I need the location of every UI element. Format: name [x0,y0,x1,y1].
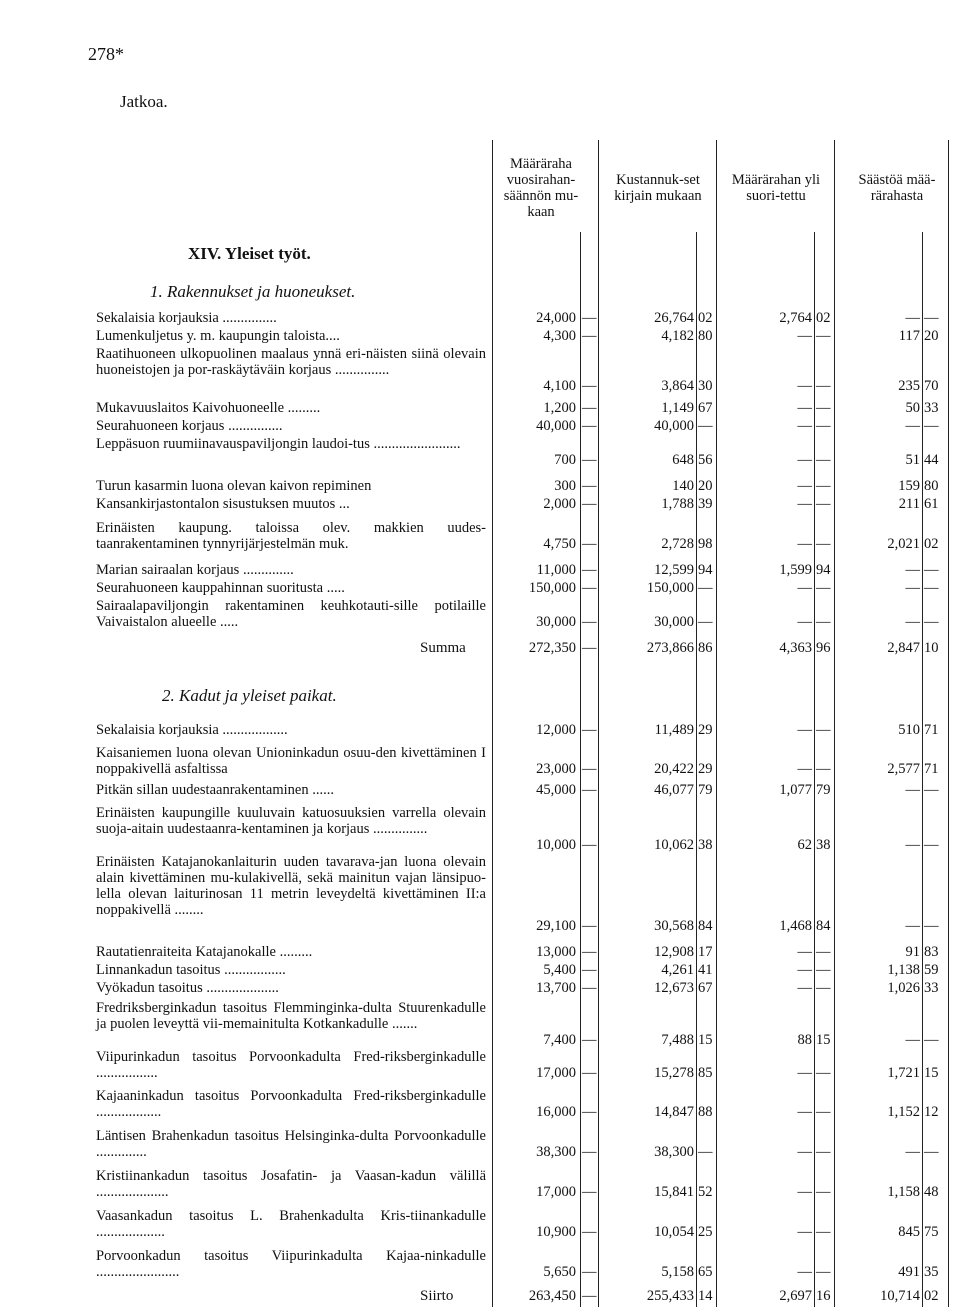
cell-m: 300 [554,478,576,494]
cell-yc: — [816,722,831,738]
cell-y: — [797,761,812,777]
cell-s: 510 [898,722,920,738]
cell-s: 50 [905,400,920,416]
cell-sc: 15 [924,1065,939,1081]
cell-y: 2,764 [779,310,812,326]
cell-mc: — [582,1184,597,1200]
cell-y: 1,077 [779,782,812,798]
cell-m: 7,400 [543,1032,576,1048]
cell-sc: — [924,837,939,853]
cell-yc: 38 [816,837,831,853]
cell-kc: 29 [698,761,713,777]
row-description: Marian sairaalan korjaus .............. [96,562,294,578]
cell-sc: — [924,580,939,596]
cell-y: 1,468 [779,918,812,934]
cell-y: — [797,1104,812,1120]
cell-y: — [797,1144,812,1160]
cell-yc: — [816,1065,831,1081]
cell-sc: 33 [924,400,939,416]
row-description: Sekalaisia korjauksia ............... [96,310,277,326]
cell-m: 40,000 [536,418,576,434]
column-rule [834,140,835,1307]
cell-s: — [905,562,920,578]
cell-kc: 52 [698,1184,713,1200]
cell-kc: 94 [698,562,713,578]
column-rule [492,140,493,1307]
cell-y: 62 [797,837,812,853]
cell-kc: 85 [698,1065,713,1081]
cell-s: 1,152 [887,1104,920,1120]
cell-k: 40,000 [654,418,694,434]
cell-m: 10,000 [536,837,576,853]
cell-yc: 15 [816,1032,831,1048]
cell-m: 38,300 [536,1144,576,1160]
cell-sc: 20 [924,328,939,344]
cell-s: — [905,782,920,798]
cell-m: 12,000 [536,722,576,738]
cell-kc: 15 [698,1032,713,1048]
cell-kc: 29 [698,722,713,738]
cell-sc: 33 [924,980,939,996]
column-rule [922,232,923,1307]
cell-sc: — [924,418,939,434]
cell-yc: — [816,418,831,434]
row-description: Kristiinankadun tasoitus Josafatin- ja Vaasan-kadun välillä .................... [96,1168,486,1200]
cell-s: — [905,837,920,853]
cell-mc: — [582,496,597,512]
cell-m: 10,900 [536,1224,576,1240]
cell-m: 16,000 [536,1104,576,1120]
cell-y: — [797,418,812,434]
cell-kc: 02 [698,310,713,326]
cell-sc: — [924,614,939,630]
cell-mc: — [582,918,597,934]
cell-y: — [797,378,812,394]
cell-sc: — [924,310,939,326]
cell-m: 11,000 [536,562,576,578]
cell-sc: 61 [924,496,939,512]
column-rule [598,140,599,1307]
cell-yc: — [816,761,831,777]
cell-kc: 80 [698,328,713,344]
section-heading: XIV. Yleiset työt. [188,244,311,263]
column-rule [814,232,815,1307]
cell-yc: — [816,328,831,344]
cell-sc: — [924,918,939,934]
cell-k: 1,788 [661,496,694,512]
cell-mc: — [582,640,597,656]
cell-yc: 96 [816,640,831,656]
row-description: Fredriksberginkadun tasoitus Flemminginka-dulta Stuurenkadulle ja puolen leveyttä vii-memainitulta Kotkankadulle ....... [96,1000,486,1032]
cell-mc: — [582,1264,597,1280]
row-description: Turun kasarmin luona olevan kaivon repiminen [96,478,372,494]
column-rule [580,232,581,1307]
page-number: 278* [88,44,124,64]
cell-yc: — [816,1144,831,1160]
cell-mc: — [582,452,597,468]
cell-k: 1,149 [661,400,694,416]
cell-y: 4,363 [779,640,812,656]
subsection-title-1: 1. Rakennukset ja huoneukset. [150,282,356,301]
cell-y: — [797,980,812,996]
cell-sc: 70 [924,378,939,394]
cell-k: 15,841 [654,1184,694,1200]
cell-sc: 48 [924,1184,939,1200]
row-description: Kaisaniemen luona olevan Unioninkadun osuu-den kivettäminen I noppakivellä asfaltissa [96,745,486,777]
cell-s: 1,138 [887,962,920,978]
cell-y: — [797,580,812,596]
cell-k: 4,182 [661,328,694,344]
cell-y: — [797,400,812,416]
cell-mc: — [582,418,597,434]
cell-s: — [905,918,920,934]
cell-mc: — [582,478,597,494]
cell-s: 2,021 [887,536,920,552]
cell-kc: 41 [698,962,713,978]
cell-mc: — [582,1065,597,1081]
cell-m: 272,350 [528,640,576,656]
cell-m: 23,000 [536,761,576,777]
cell-kc: 39 [698,496,713,512]
cell-mc: — [582,944,597,960]
cell-s: — [905,310,920,326]
cell-sc: 35 [924,1264,939,1280]
cell-sc: 59 [924,962,939,978]
cell-s: — [905,580,920,596]
cell-yc: 94 [816,562,831,578]
cell-k: 20,422 [654,761,694,777]
row-description: Erinäisten kaupung. taloissa olev. makkien uudes-taanrakentaminen tynnyrijärjestelmän muk. [96,520,486,552]
row-description: Sekalaisia korjauksia .................. [96,722,288,738]
cell-yc: 02 [816,310,831,326]
cell-mc: — [582,580,597,596]
cell-m: 4,300 [543,328,576,344]
cell-mc: — [582,1032,597,1048]
cell-s: — [905,614,920,630]
cell-k: 150,000 [646,580,694,596]
row-description: Viipurinkadun tasoitus Porvoonkadulta Fred-riksberginkadulle ................. [96,1049,486,1081]
cell-mc: — [582,400,597,416]
cell-k: 5,158 [661,1264,694,1280]
cell-k: 15,278 [654,1065,694,1081]
row-description: Kajaaninkadun tasoitus Porvoonkadulta Fred-riksberginkadulle .................. [96,1088,486,1120]
cell-s: 10,714 [880,1288,920,1304]
cell-mc: — [582,378,597,394]
cell-kc: 88 [698,1104,713,1120]
cell-yc: 16 [816,1288,831,1304]
cell-yc: 84 [816,918,831,934]
cell-yc: — [816,378,831,394]
cell-sc: 75 [924,1224,939,1240]
cell-sc: 12 [924,1104,939,1120]
cell-mc: — [582,562,597,578]
continued-label: Jatkoa. [120,92,168,111]
cell-mc: — [582,761,597,777]
cell-sc: 44 [924,452,939,468]
cell-m: 1,200 [543,400,576,416]
cell-k: 12,908 [654,944,694,960]
cell-kc: 65 [698,1264,713,1280]
cell-mc: — [582,980,597,996]
cell-s: 91 [905,944,920,960]
cell-s: — [905,1144,920,1160]
cell-sc: 10 [924,640,939,656]
cell-yc: — [816,536,831,552]
cell-m: 17,000 [536,1065,576,1081]
row-description: Porvoonkadun tasoitus Viipurinkadulta Kajaa-ninkadulle ....................... [96,1248,486,1280]
cell-s: 159 [898,478,920,494]
cell-sc: 02 [924,1288,939,1304]
cell-m: 5,650 [543,1264,576,1280]
cell-y: 1,599 [779,562,812,578]
cell-k: 46,077 [654,782,694,798]
cell-kc: 79 [698,782,713,798]
cell-m: 29,100 [536,918,576,934]
cell-y: — [797,328,812,344]
cell-sc: — [924,1032,939,1048]
cell-mc: — [582,782,597,798]
cell-m: 24,000 [536,310,576,326]
cell-s: 211 [898,496,920,512]
cell-yc: — [816,478,831,494]
cell-k: 30,568 [654,918,694,934]
cell-yc: — [816,1224,831,1240]
cell-mc: — [582,962,597,978]
cell-kc: 67 [698,400,713,416]
cell-k: 38,300 [654,1144,694,1160]
cell-k: 10,062 [654,837,694,853]
cell-y: — [797,1065,812,1081]
cell-kc: 98 [698,536,713,552]
cell-kc: — [698,614,713,630]
cell-kc: 86 [698,640,713,656]
cell-m: 700 [554,452,576,468]
cell-y: — [797,962,812,978]
cell-kc: — [698,1144,713,1160]
cell-y: — [797,722,812,738]
subsection-title-2: 2. Kadut ja yleiset paikat. [162,686,337,705]
row-description: Linnankadun tasoitus ................. [96,962,286,978]
cell-kc: 25 [698,1224,713,1240]
row-description: Lumenkuljetus y. m. kaupungin taloista.... [96,328,340,344]
cell-s: 235 [898,378,920,394]
cell-k: 4,261 [661,962,694,978]
cell-mc: — [582,614,597,630]
cell-yc: — [816,400,831,416]
cell-y: — [797,614,812,630]
cell-yc: 79 [816,782,831,798]
cell-yc: — [816,614,831,630]
cell-yc: — [816,1184,831,1200]
row-description: Seurahuoneen korjaus ............... [96,418,283,434]
cell-y: 2,697 [779,1288,812,1304]
cell-k: 26,764 [654,310,694,326]
cell-kc: 84 [698,918,713,934]
cell-sc: 02 [924,536,939,552]
row-description: Pitkän sillan uudestaanrakentaminen ...... [96,782,334,798]
cell-y: — [797,452,812,468]
cell-k: 30,000 [654,614,694,630]
cell-sc: — [924,782,939,798]
cell-k: 14,847 [654,1104,694,1120]
cell-yc: — [816,944,831,960]
cell-yc: — [816,496,831,512]
row-description: Mukavuuslaitos Kaivohuoneelle ......... [96,400,321,416]
cell-y: — [797,536,812,552]
cell-mc: — [582,310,597,326]
cell-mc: — [582,1224,597,1240]
cell-yc: — [816,452,831,468]
cell-m: 30,000 [536,614,576,630]
cell-kc: — [698,580,713,596]
cell-m: 17,000 [536,1184,576,1200]
cell-y: — [797,478,812,494]
cell-k: 2,728 [661,536,694,552]
cell-s: 117 [898,328,920,344]
cell-kc: 17 [698,944,713,960]
cell-m: 13,000 [536,944,576,960]
cell-mc: — [582,722,597,738]
cell-kc: 30 [698,378,713,394]
cell-sc: 71 [924,722,939,738]
cell-m: 263,450 [528,1288,576,1304]
cell-s: 51 [905,452,920,468]
column-rule [696,232,697,1307]
cell-m: 5,400 [543,962,576,978]
cell-k: 255,433 [646,1288,694,1304]
cell-yc: — [816,1264,831,1280]
cell-m: 13,700 [536,980,576,996]
cell-kc: 56 [698,452,713,468]
cell-s: 491 [898,1264,920,1280]
column-rule [948,140,949,1307]
cell-s: 2,847 [887,640,920,656]
row-description: Läntisen Brahenkadun tasoitus Helsinginka-dulta Porvoonkadulle .............. [96,1128,486,1160]
row-description: Rautatienraiteita Katajanokalle ......... [96,944,313,960]
cell-yc: — [816,1104,831,1120]
siirto-label: Siirto [420,1288,454,1304]
row-description: Raatihuoneen ulkopuolinen maalaus ynnä eri-näisten siinä olevain huoneistojen ja por-raskäytäväin korjaus ............... [96,346,486,378]
cell-sc: 83 [924,944,939,960]
cell-y: — [797,496,812,512]
cell-yc: — [816,580,831,596]
cell-s: 2,577 [887,761,920,777]
cell-y: — [797,1224,812,1240]
column-header-overspent: Määrärahan yli suori-tettu [731,172,821,204]
cell-k: 10,054 [654,1224,694,1240]
cell-k: 140 [672,478,694,494]
row-description: Erinäisten Katajanokanlaiturin uuden tavarava-jan luona olevain alain kivettäminen mu-kulakivellä, sekä mainitun vajan länsipuo-lella olevan laiturinosan 11 metrin leveydeltä kivettäminen II:a noppakivellä ........ [96,854,486,918]
cell-k: 648 [672,452,694,468]
cell-s: 1,158 [887,1184,920,1200]
cell-k: 7,488 [661,1032,694,1048]
cell-mc: — [582,536,597,552]
cell-m: 4,100 [543,378,576,394]
cell-k: 273,866 [646,640,694,656]
cell-kc: 20 [698,478,713,494]
cell-mc: — [582,1104,597,1120]
row-description: Vaasankadun tasoitus L. Brahenkadulta Kris-tiinankadulle ................... [96,1208,486,1240]
cell-s: 1,721 [887,1065,920,1081]
cell-k: 11,489 [654,722,694,738]
cell-mc: — [582,837,597,853]
cell-kc: 14 [698,1288,713,1304]
cell-k: 12,673 [654,980,694,996]
cell-kc: 67 [698,980,713,996]
cell-s: 845 [898,1224,920,1240]
cell-y: — [797,1264,812,1280]
cell-sc: — [924,562,939,578]
row-description: Leppäsuon ruumiinavauspaviljongin laudoi-tus ........................ [96,436,461,452]
cell-sc: 80 [924,478,939,494]
row-description: Kansankirjastontalon sisustuksen muutos ... [96,496,350,512]
cell-y: — [797,1184,812,1200]
cell-mc: — [582,1144,597,1160]
cell-m: 45,000 [536,782,576,798]
cell-m: 150,000 [528,580,576,596]
cell-sc: 71 [924,761,939,777]
column-header-savings: Säästöä mää-rärahasta [858,172,936,204]
cell-k: 12,599 [654,562,694,578]
cell-s: 1,026 [887,980,920,996]
cell-mc: — [582,328,597,344]
cell-y: 88 [797,1032,812,1048]
cell-k: 3,864 [661,378,694,394]
cell-mc: — [582,1288,597,1304]
column-rule [716,140,717,1307]
cell-kc: 38 [698,837,713,853]
summa-label: Summa [420,640,466,656]
cell-s: — [905,1032,920,1048]
cell-yc: — [816,962,831,978]
cell-m: 2,000 [543,496,576,512]
row-description: Seurahuoneen kauppahinnan suoritusta ..... [96,580,345,596]
cell-sc: — [924,1144,939,1160]
row-description: Sairaalapaviljongin rakentaminen keuhkotauti-sille potilaille Vaivaistalon alueelle ..... [96,598,486,630]
cell-yc: — [816,980,831,996]
cell-kc: — [698,418,713,434]
row-description: Vyökadun tasoitus .................... [96,980,279,996]
cell-m: 4,750 [543,536,576,552]
column-header-budget: Määräraha vuosirahan-säännön mu-kaan [503,156,579,220]
cell-s: — [905,418,920,434]
cell-y: — [797,944,812,960]
row-description: Erinäisten kaupungille kuuluvain katuosuuksien varrella olevain suoja-aitain uudestaanra-kentaminen ja korjaus ............... [96,805,486,837]
column-header-expenses: Kustannuk-set kirjain mukaan [614,172,702,204]
